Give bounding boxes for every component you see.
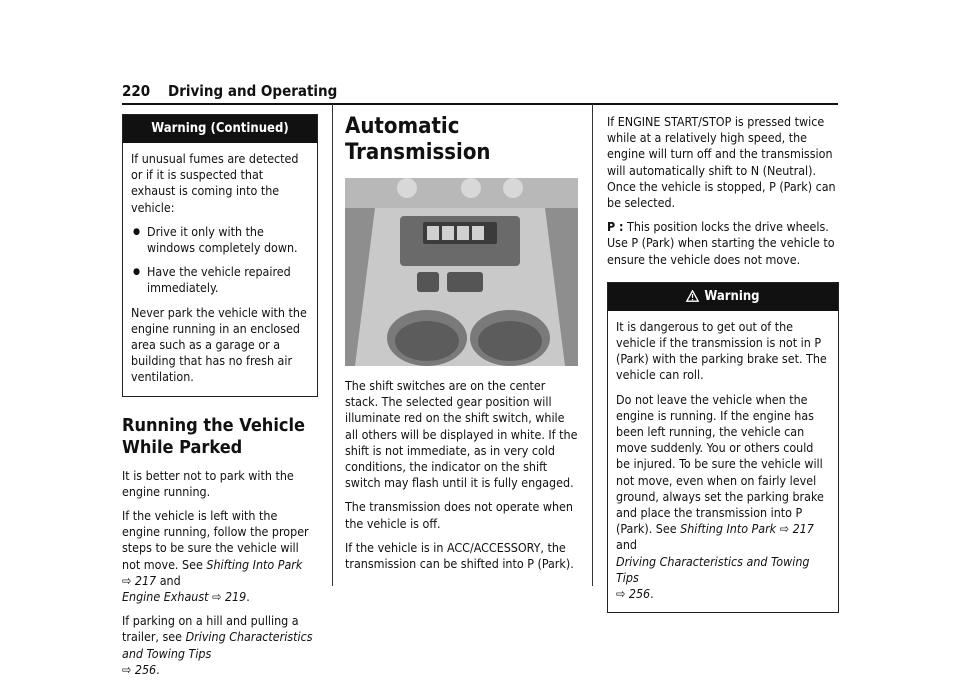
paragraph: If ENGINE START/STOP is pressed twice while at a relatively high speed, the engine will turn off and the transmission will automatically shift to N (Neutral). Once the vehicle is stopped, P (Park) can be selected. (607, 114, 836, 211)
warning-header: Warning (Continued) (123, 115, 317, 143)
paragraph: P : This position locks the drive wheels. Use P (Park) when starting the vehicle to ensure the vehicle does not move. (607, 219, 835, 267)
cross-reference-link[interactable]: Driving Characteristics and Towing Tips (122, 629, 313, 661)
warning-text: It is dangerous to get out of the vehicle if the transmission is not in P (Park) with the parking brake set. The vehicle can roll. (616, 318, 827, 383)
page-reference[interactable]: ⇨ 256 (122, 661, 157, 677)
column-3 (607, 114, 839, 613)
warning-triangle-icon (686, 285, 699, 313)
page-number: 220 (122, 82, 151, 100)
warning-text: Do not leave the vehicle when the engine is running. If the engine has been left running, the vehicle can move suddenly. You or others could be injured. To be sure the vehicle will not move, even when on fairly level ground, always set the parking brake and place the transmission into P (Park). See Shifting Into Park ⇨ 217 and Driving Characteristics and Towing Tips ⇨ 256. (616, 391, 824, 602)
paragraph: The transmission does not operate when the vehicle is off. (345, 499, 573, 531)
column-2 (345, 114, 578, 580)
page-reference[interactable]: ⇨ 219 (212, 589, 247, 605)
page-reference[interactable]: ⇨ 217 (779, 521, 814, 537)
warning-text: If unusual fumes are detected or if it is suspected that exhaust is coming into the vehicle: (131, 151, 299, 215)
warning-text: Never park the vehicle with the engine running in an enclosed area such as a garage or a building that has no fresh air ventilation. (131, 304, 307, 385)
gear-label: P : (607, 219, 624, 235)
column-1 (122, 114, 318, 686)
page-reference[interactable]: ⇨ 217 (122, 572, 157, 588)
paragraph: The shift switches are on the center stack. The selected gear position will illuminate red on the shift switch, while all others will be displayed in white. If the shift is not immediate, as in very cold conditions, the indicator on the shift switch may flash until it is fully engaged. (345, 378, 578, 491)
column-divider (592, 104, 593, 586)
warning-bullet: ● Drive it only with the windows completely down. (131, 224, 309, 256)
section-title: Driving and Operating (168, 82, 338, 100)
exhaust-warning-box (122, 114, 318, 397)
warning-bullet: ● Have the vehicle repaired immediately. (131, 264, 309, 296)
section-heading: Running the Vehicle While Parked (122, 414, 306, 458)
cross-reference-link[interactable]: Driving Characteristics and Towing Tips (616, 553, 810, 585)
cross-reference-link[interactable]: Engine Exhaust (122, 589, 209, 605)
page-title: Automatic Transmission (345, 114, 491, 165)
cross-reference-link[interactable]: Shifting Into Park (680, 521, 777, 537)
paragraph: If the vehicle is left with the engine running, follow the proper steps to be sure the vehicle will not move. See Shifting Into Park ⇨ 217 and Engine Exhaust ⇨ 219. (122, 508, 309, 605)
park-warning-box (607, 282, 839, 613)
paragraph: It is better not to park with the engine running. (122, 467, 294, 499)
column-divider (332, 104, 333, 586)
header-rule (122, 103, 838, 105)
page-reference[interactable]: ⇨ 256 (616, 586, 651, 602)
cross-reference-link[interactable]: Shifting Into Park (206, 556, 303, 572)
paragraph: If the vehicle is in ACC/ACCESSORY, the transmission can be shifted into P (Park). (345, 539, 574, 572)
warning-header: Warning (608, 283, 838, 311)
paragraph: If parking on a hill and pulling a trailer, see Driving Characteristics and Towing Tips ⇨ 256. (122, 613, 313, 677)
center-stack-photo (345, 178, 578, 366)
